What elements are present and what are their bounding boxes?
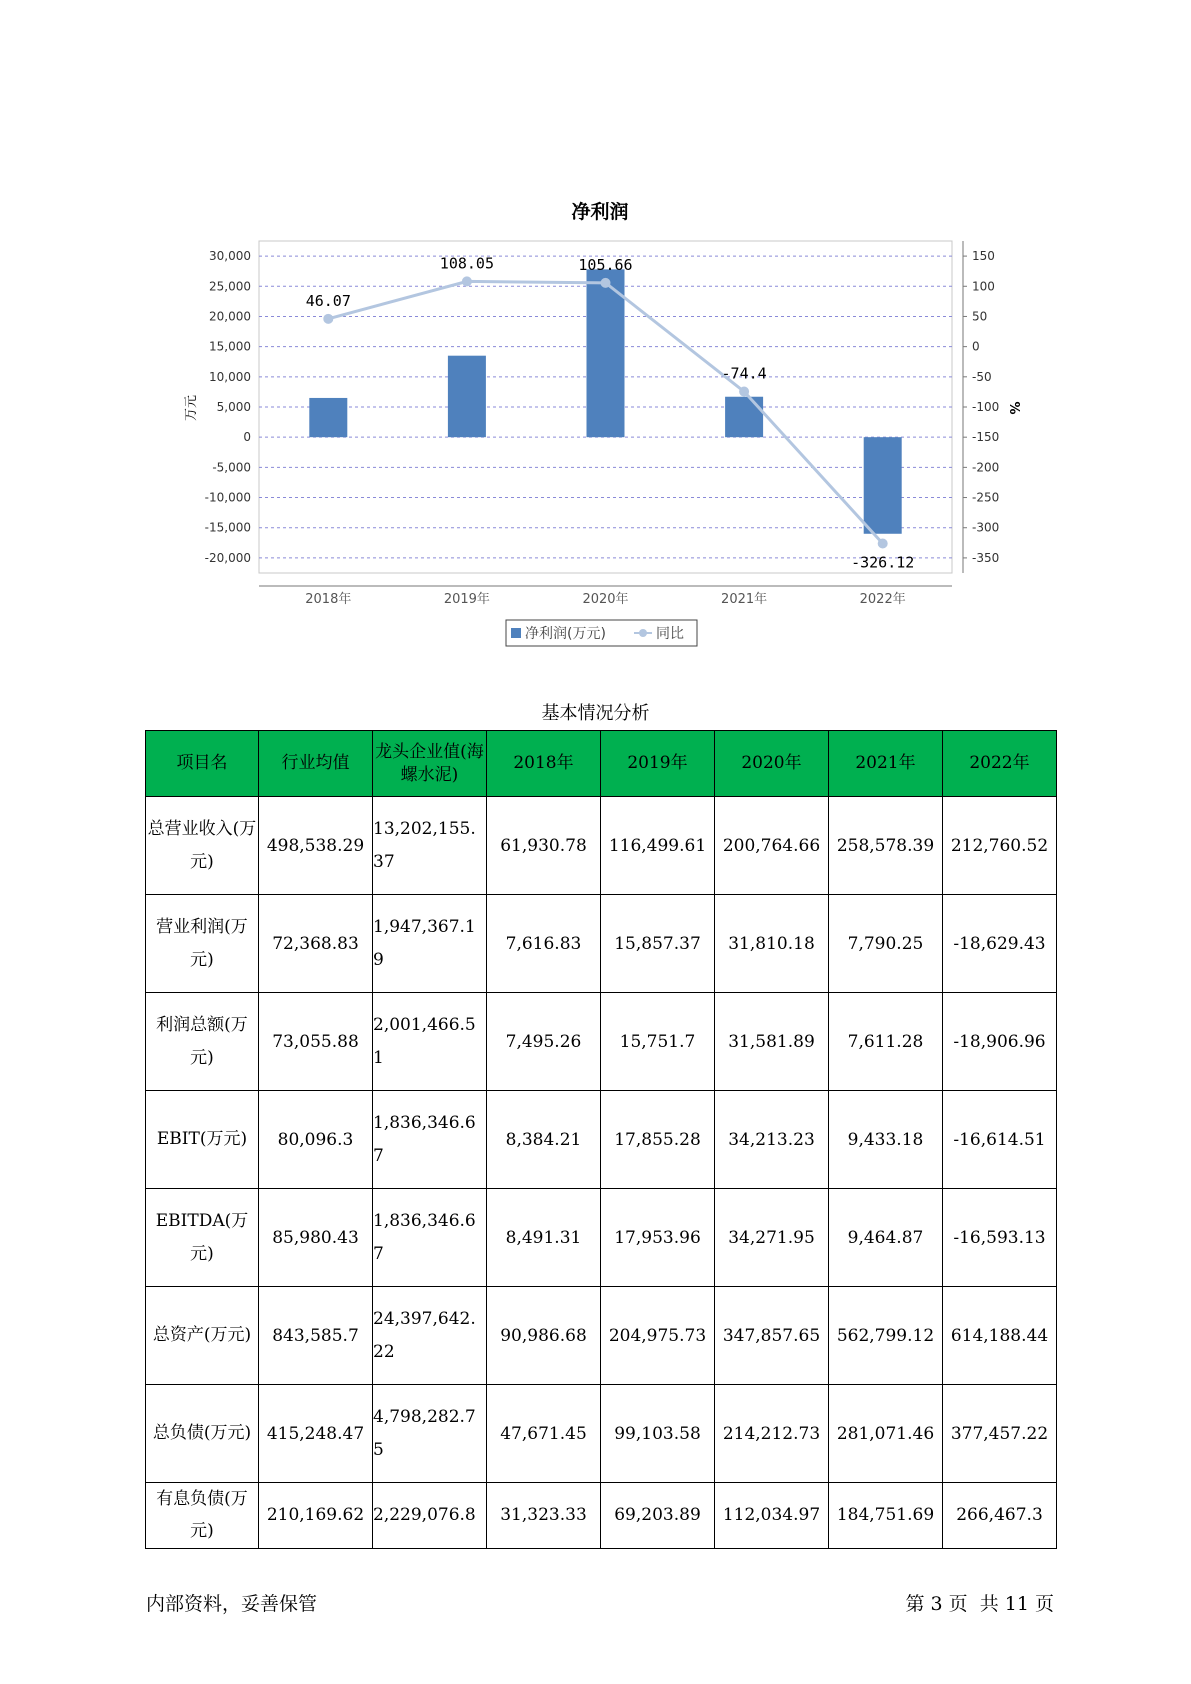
table-row	[146, 895, 1057, 993]
y-tick-label: -5,000	[212, 460, 251, 475]
header-cell: 2019年	[601, 731, 715, 797]
value-cell: 7,611.28	[829, 993, 943, 1091]
value-cell: 377,457.22	[943, 1385, 1057, 1483]
y-tick-label-right: 50	[972, 309, 988, 324]
row-label: 总负债(万元)	[146, 1385, 259, 1483]
value-cell: 214,212.73	[715, 1385, 829, 1483]
leader-value-cell: 2,001,466.51	[373, 993, 487, 1091]
bar	[864, 437, 902, 534]
y-tick-label-right: -350	[972, 550, 1000, 565]
y-tick-label: -20,000	[204, 550, 251, 565]
value-cell: 90,986.68	[487, 1287, 601, 1385]
value-cell: 258,578.39	[829, 797, 943, 895]
value-cell: 69,203.89	[601, 1483, 715, 1549]
value-cell: 34,271.95	[715, 1189, 829, 1287]
y-axis-right-label: %	[1006, 401, 1021, 415]
y-tick-label: 30,000	[209, 249, 251, 264]
row-label: EBITDA(万元)	[146, 1189, 259, 1287]
header-cell: 龙头企业值(海螺水泥)	[373, 731, 487, 797]
y-tick-label-right: -250	[972, 490, 1000, 505]
yoy-point	[462, 276, 472, 286]
value-cell: 116,499.61	[601, 797, 715, 895]
bar	[309, 398, 347, 437]
row-label: 营业利润(万元)	[146, 895, 259, 993]
y-tick-label: 25,000	[209, 279, 251, 294]
y-tick-label: 15,000	[209, 339, 251, 354]
row-label: EBIT(万元)	[146, 1091, 259, 1189]
table-header-row	[146, 731, 1057, 797]
value-cell: 17,855.28	[601, 1091, 715, 1189]
yoy-point	[323, 314, 333, 324]
value-cell: 204,975.73	[601, 1287, 715, 1385]
industry-average-cell: 80,096.3	[259, 1091, 373, 1189]
table-row	[146, 797, 1057, 895]
value-cell: -16,593.13	[943, 1189, 1057, 1287]
net-profit-chart	[0, 0, 1191, 660]
y-tick-label: -10,000	[204, 490, 251, 505]
yoy-data-label: 108.05	[439, 254, 494, 273]
header-cell: 2022年	[943, 731, 1057, 797]
value-cell: 184,751.69	[829, 1483, 943, 1549]
y-tick-label-right: -300	[972, 520, 1000, 535]
header-cell: 2020年	[715, 731, 829, 797]
y-axis-left-label: 万元	[184, 394, 199, 422]
y-tick-label: 0	[243, 430, 251, 445]
leader-value-cell: 4,798,282.75	[373, 1385, 487, 1483]
value-cell: 15,751.7	[601, 993, 715, 1091]
x-tick-label: 2021年	[721, 592, 768, 607]
table-row	[146, 993, 1057, 1091]
value-cell: 9,433.18	[829, 1091, 943, 1189]
value-cell: 61,930.78	[487, 797, 601, 895]
leader-value-cell: 1,947,367.19	[373, 895, 487, 993]
value-cell: 281,071.46	[829, 1385, 943, 1483]
table-caption: 基本情况分析	[541, 703, 650, 724]
yoy-point	[878, 538, 888, 548]
leader-value-cell: 1,836,346.67	[373, 1189, 487, 1287]
industry-average-cell: 843,585.7	[259, 1287, 373, 1385]
basic-analysis-table	[145, 730, 1057, 1549]
leader-value-cell: 2,229,076.8	[373, 1483, 487, 1549]
value-cell: 9,464.87	[829, 1189, 943, 1287]
legend	[506, 620, 697, 646]
yoy-data-label: -326.12	[851, 553, 915, 572]
header-cell: 行业均值	[259, 731, 373, 797]
y-tick-label-right: 100	[972, 279, 995, 294]
y-tick-label-right: 150	[972, 249, 995, 264]
industry-average-cell: 72,368.83	[259, 895, 373, 993]
legend-line-marker	[639, 629, 647, 637]
x-tick-label: 2022年	[859, 592, 906, 607]
row-label: 利润总额(万元)	[146, 993, 259, 1091]
yoy-data-label: -74.4	[721, 364, 767, 383]
industry-average-cell: 210,169.62	[259, 1483, 373, 1549]
value-cell: 347,857.65	[715, 1287, 829, 1385]
value-cell: 562,799.12	[829, 1287, 943, 1385]
industry-average-cell: 73,055.88	[259, 993, 373, 1091]
value-cell: 212,760.52	[943, 797, 1057, 895]
y-tick-label: 10,000	[209, 369, 251, 384]
value-cell: 8,384.21	[487, 1091, 601, 1189]
bar	[725, 397, 763, 437]
bar	[448, 356, 486, 437]
value-cell: -18,906.96	[943, 993, 1057, 1091]
industry-average-cell: 415,248.47	[259, 1385, 373, 1483]
yoy-point	[601, 278, 611, 288]
row-label: 总营业收入(万元)	[146, 797, 259, 895]
value-cell: 7,616.83	[487, 895, 601, 993]
value-cell: 8,491.31	[487, 1189, 601, 1287]
header-cell: 2018年	[487, 731, 601, 797]
value-cell: 7,790.25	[829, 895, 943, 993]
value-cell: 15,857.37	[601, 895, 715, 993]
value-cell: 200,764.66	[715, 797, 829, 895]
y-tick-label-right: -100	[972, 400, 1000, 414]
x-axis-ticks	[305, 591, 905, 607]
row-label: 有息负债(万元)	[146, 1483, 259, 1549]
x-tick-label: 2018年	[305, 592, 352, 607]
industry-average-cell: 85,980.43	[259, 1189, 373, 1287]
yoy-data-label: 46.07	[305, 291, 351, 310]
legend-bar-label: 净利润(万元)	[525, 626, 606, 642]
x-tick-label: 2019年	[443, 592, 490, 607]
y-tick-label: -15,000	[204, 520, 251, 535]
table-row	[146, 1385, 1057, 1483]
value-cell: 614,188.44	[943, 1287, 1057, 1385]
y-axis-left-ticks	[205, 249, 251, 565]
yoy-data-label: 105.66	[578, 255, 633, 274]
y-tick-label: 5,000	[216, 400, 251, 414]
legend-bar-swatch	[511, 628, 521, 638]
chart-title: 净利润	[571, 201, 629, 223]
table-row	[146, 1287, 1057, 1385]
value-cell: 31,810.18	[715, 895, 829, 993]
table-row	[146, 1483, 1057, 1549]
value-cell: 17,953.96	[601, 1189, 715, 1287]
value-cell: 112,034.97	[715, 1483, 829, 1549]
yoy-point	[739, 387, 749, 397]
value-cell: 7,495.26	[487, 993, 601, 1091]
y-axis-right-ticks	[963, 249, 999, 565]
legend-line-label: 同比	[656, 626, 684, 642]
leader-value-cell: 13,202,155.37	[373, 797, 487, 895]
row-label: 总资产(万元)	[146, 1287, 259, 1385]
x-tick-label: 2020年	[582, 592, 629, 607]
y-tick-label-right: -50	[972, 369, 992, 384]
value-cell: 31,581.89	[715, 993, 829, 1091]
leader-value-cell: 24,397,642.22	[373, 1287, 487, 1385]
header-cell: 2021年	[829, 731, 943, 797]
value-cell: 34,213.23	[715, 1091, 829, 1189]
y-tick-label-right: -150	[972, 430, 1000, 445]
value-cell: -16,614.51	[943, 1091, 1057, 1189]
value-cell: 31,323.33	[487, 1483, 601, 1549]
value-cell: 266,467.3	[943, 1483, 1057, 1549]
value-cell: 47,671.45	[487, 1385, 601, 1483]
value-cell: -18,629.43	[943, 895, 1057, 993]
table-row	[146, 1091, 1057, 1189]
y-tick-label-right: -200	[972, 460, 1000, 475]
footer-page-number: 第 3 页 共 11 页	[905, 1593, 1054, 1615]
industry-average-cell: 498,538.29	[259, 797, 373, 895]
table-row	[146, 1189, 1057, 1287]
value-cell: 99,103.58	[601, 1385, 715, 1483]
leader-value-cell: 1,836,346.67	[373, 1091, 487, 1189]
y-tick-label: 20,000	[209, 309, 251, 324]
header-cell: 项目名	[146, 731, 259, 797]
y-tick-label-right: 0	[972, 339, 980, 354]
footer-confidential-note: 内部资料，妥善保管	[146, 1593, 318, 1615]
